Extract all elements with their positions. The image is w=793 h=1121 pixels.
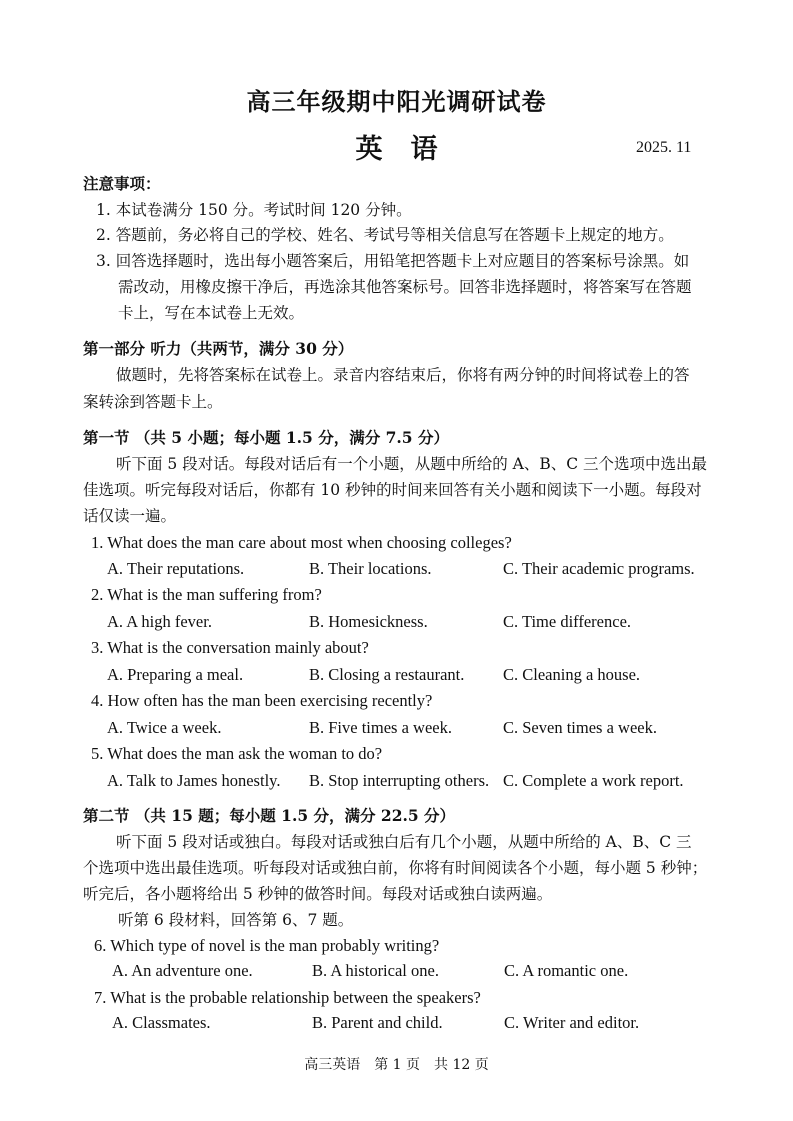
question-stem: 7. What is the probable relationship between the speakers?: [94, 988, 481, 1007]
section1-intro: 听下面 5 段对话。每段对话后有一个小题，从题中所给的 A、B、C 三个选项中选出最: [116, 455, 708, 473]
notice-item: 卡上，写在本试卷上无效。: [118, 304, 305, 322]
question-stem: 3. What is the conversation mainly about?: [91, 638, 369, 657]
option-b: B. Their locations.: [309, 559, 432, 578]
section1-heading: 第一节 （共 5 小题；每小题 1.5 分，满分 7.5 分）: [83, 428, 449, 447]
question-stem: 4. How often has the man been exercising recently?: [91, 691, 433, 710]
option-c: C. Seven times a week.: [503, 718, 657, 737]
section2-heading: 第二节 （共 15 题；每小题 1.5 分，满分 22.5 分）: [83, 806, 456, 825]
option-b: B. Homesickness.: [309, 612, 428, 631]
option-c: C. Time difference.: [503, 612, 632, 631]
notice-item: 3. 回答选择题时，选出每小题答案后，用铅笔把答题卡上对应题目的答案标号涂黑。如: [96, 252, 690, 270]
question-stem: 1. What does the man care about most when choosing colleges?: [91, 533, 512, 552]
option-c: C. Cleaning a house.: [503, 665, 641, 684]
option-b: B. Stop interrupting others.: [309, 771, 490, 790]
option-c: C. Complete a work report.: [503, 771, 684, 790]
section1-intro: 话仅读一遍。: [83, 507, 177, 525]
question-stem: 6. Which type of novel is the man probably writing?: [94, 936, 440, 955]
option-a: A. Twice a week.: [107, 718, 222, 737]
option-a: A. Classmates.: [112, 1013, 211, 1032]
section2-instruction: 听第 6 段材料，回答第 6、7 题。: [118, 911, 354, 929]
part1-intro: 做题时，先将答案标在试卷上。录音内容结束后，你将有两分钟的时间将试卷上的答: [116, 366, 690, 384]
page-footer: 高三英语 第 1 页 共 12 页: [304, 1057, 489, 1073]
exam-title: 高三年级期中阳光调研试卷: [246, 87, 547, 116]
option-b: B. Parent and child.: [312, 1013, 443, 1032]
option-c: C. Their academic programs.: [503, 559, 695, 578]
option-a: A. Their reputations.: [107, 559, 245, 578]
section2-intro: 听完后，各小题将给出 5 秒钟的做答时间。每段对话或独白读两遍。: [83, 885, 553, 903]
question-stem: 2. What is the man suffering from?: [91, 585, 322, 604]
option-b: B. A historical one.: [312, 961, 439, 980]
section2-intro: 听下面 5 段对话或独白。每段对话或独白后有几个小题，从题中所给的 A、B、C 三: [116, 833, 692, 851]
notice-item: 2. 答题前，务必将自己的学校、姓名、考试号等相关信息写在答题卡上规定的地方。: [96, 226, 674, 244]
notice-item: 需改动，用橡皮擦干净后，再选涂其他答案标号。回答非选择题时，将答案写在答题: [118, 278, 692, 296]
option-a: A. Preparing a meal.: [107, 665, 244, 684]
part1-heading: 第一部分 听力（共两节，满分 30 分）: [83, 339, 354, 358]
option-a: A. A high fever.: [107, 612, 212, 631]
option-b: B. Five times a week.: [309, 718, 452, 737]
part1-intro: 案转涂到答题卡上。: [83, 393, 223, 411]
subject-title: 英语: [355, 134, 466, 165]
notice-heading: 注意事项：: [83, 174, 161, 193]
exam-date: 2025. 11: [636, 139, 692, 156]
question-stem: 5. What does the man ask the woman to do?: [91, 744, 383, 763]
option-c: C. A romantic one.: [504, 961, 629, 980]
section1-intro: 佳选项。听完每段对话后，你都有 10 秒钟的时间来回答有关小题和阅读下一小题。每段对: [83, 481, 702, 499]
option-a: A. Talk to James honestly.: [107, 771, 281, 790]
notice-item: 1. 本试卷满分 150 分。考试时间 120 分钟。: [96, 201, 412, 219]
option-c: C. Writer and editor.: [504, 1013, 640, 1032]
section2-intro: 个选项中选出最佳选项。听每段对话或独白前，你将有时间阅读各个小题，每小题 5 秒钟；: [83, 859, 708, 877]
option-a: A. An adventure one.: [112, 961, 253, 980]
option-b: B. Closing a restaurant.: [309, 665, 465, 684]
